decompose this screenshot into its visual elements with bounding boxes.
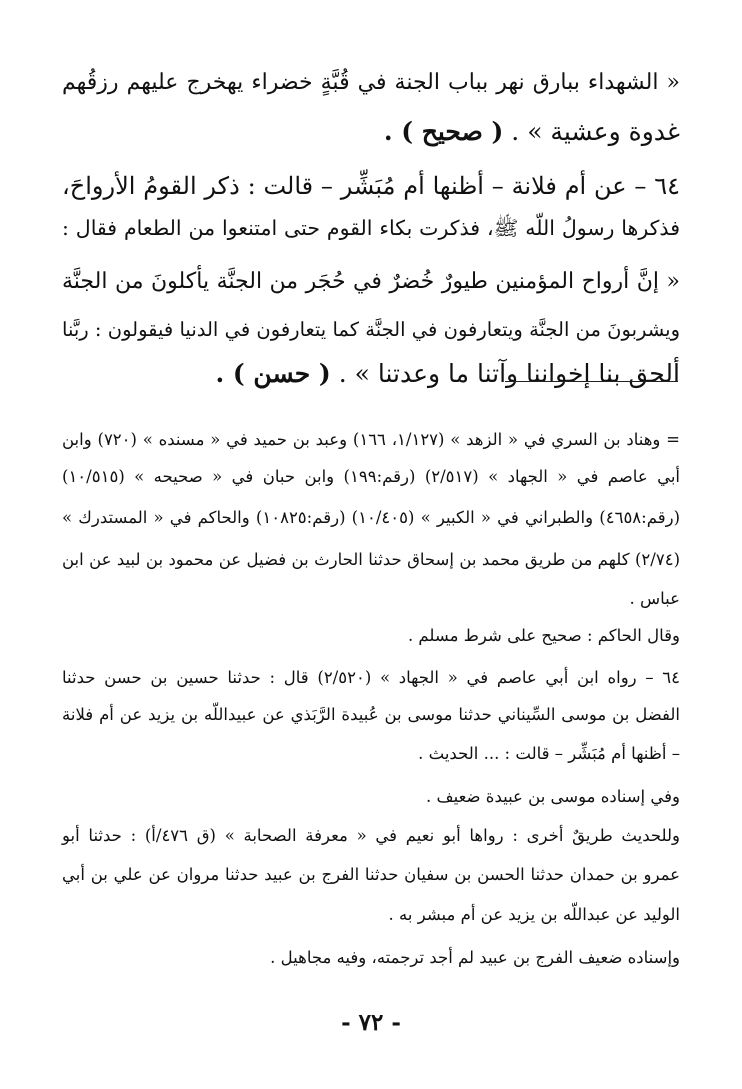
- hadith-text-line: « الشهداء ببارق نهر بباب الجنة في قُبَّةٍ خضراء يهخرج عليهم رزقُهم: [62, 70, 680, 95]
- footnote-line: الوليد عن عبداللّه بن يزيد عن أم مبشر به .: [388, 905, 680, 924]
- footnote-line: وفي إسناده موسى بن عبيدة ضعيف .: [426, 787, 680, 806]
- page-number: - ٧٢ -: [341, 1009, 401, 1036]
- footnote-line: عباس .: [629, 589, 680, 608]
- footnote-line: (رقم:٤٦٥٨) والطبراني في « الكبير » (١٠/٤٠٥) (رقم:١٠٨٢٥) والحاكم في « المستدرك »: [62, 508, 681, 527]
- hadith-grade: ( صحيح ) .: [383, 117, 504, 146]
- hadith-grade: ( حسن ) .: [215, 359, 331, 388]
- footnote-line: = وهناد بن السري في « الزهد » (١/١٢٧، ١٦٦) وعبد بن حميد في « مسنده » (٧٢٠) وابن: [62, 430, 681, 449]
- hadith-text-line: فذكرها رسولُ اللّه ﷺ، فذكرت بكاء القوم حتى امتنعوا من الطعام فقال :: [62, 216, 680, 240]
- hadith-text-end: غدوة وعشية » .: [511, 117, 680, 146]
- footnote-line: الفضل بن موسى السِّيناني حدثنا موسى بن عُبيدة الرَّبَذي عن عبيداللّه بن يزيد عن أم فلانة: [62, 705, 680, 724]
- footnote-line: أبي عاصم في « الجهاد » (٢/٥١٧) (رقم:١٩٩) وابن حبان في « صحيحه » (١٠/٥١٥): [62, 467, 680, 486]
- footnote-line: ٦٤ – رواه ابن أبي عاصم في « الجهاد » (٢/٥٢٠) قال : حدثنا حسين بن حسن حدثنا: [62, 668, 681, 687]
- footnote-line: وللحديث طريقٌ أخرى : رواها أبو نعيم في « معرفة الصحابة » (ق ٤٧٦/أ) : حدثنا أبو: [62, 826, 680, 845]
- hadith-text-end: ألحق بنا إخواننا وآتنا ما وعدتنا » .: [338, 359, 680, 388]
- footnote-separator: [505, 381, 678, 382]
- footnote-line: وقال الحاكم : صحيح على شرط مسلم .: [407, 626, 680, 645]
- footnote-line: – أظنها أم مُبَشِّر – قالت : ... الحديث .: [418, 744, 680, 763]
- footnote-line: وإسناده ضعيف الفرج بن عبيد لم أجد ترجمته، وفيه مجاهيل .: [270, 948, 680, 967]
- footnote-line: (٢/٧٤) كلهم من طريق محمد بن إسحاق حدثنا الحارث بن فضيل عن محمود بن لبيد عن ابن: [62, 550, 680, 569]
- hadith-text-line: « إنَّ أرواح المؤمنين طيورٌ خُضرٌ في حُجَر من الجنَّة يأكلونَ من الجنَّة: [62, 269, 680, 294]
- footnote-line: عمرو بن حمدان حدثنا الحسن بن سفيان حدثنا الفرج بن عبيد حدثنا مروان عن علي بن أبي: [62, 865, 680, 884]
- hadith-text-line: ويشربونَ من الجنَّة ويتعارفون في الجنَّة كما يتعارفون في الدنيا فيقولون : ربَّنا: [62, 318, 680, 341]
- hadith-text-line: ٦٤ – عن أم فلانة – أظنها أم مُبَشِّر – قالت : ذكر القومُ الأرواحَ،: [62, 172, 680, 200]
- hadith-text-line: [62, 357, 680, 391]
- hadith-text-line: [62, 115, 680, 149]
